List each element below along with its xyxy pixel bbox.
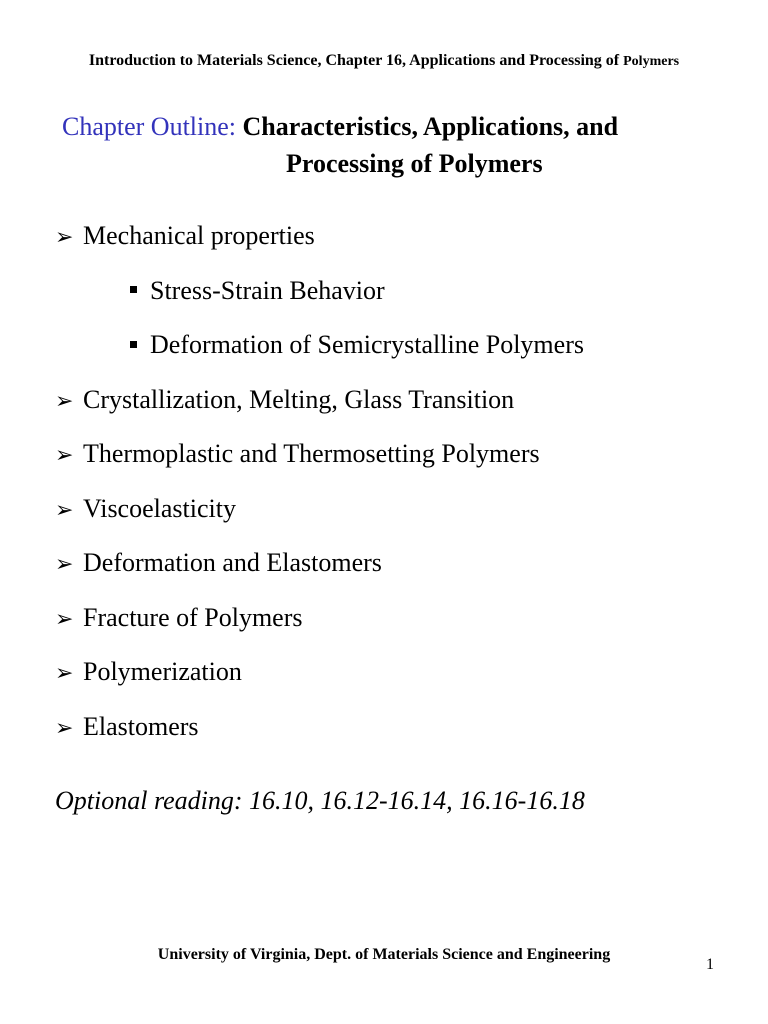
outline-item bbox=[55, 545, 584, 600]
arrow-bullet-icon: ➢ bbox=[55, 714, 74, 740]
page-number: 1 bbox=[706, 956, 714, 973]
outline-item-label: Crystallization, Melting, Glass Transition bbox=[83, 384, 515, 414]
optional-reading: Optional reading: 16.10, 16.12-16.14, 16.16-16.18 bbox=[55, 786, 585, 815]
page-header bbox=[0, 52, 768, 70]
outline-item-label: Mechanical properties bbox=[83, 221, 315, 250]
title-line-1 bbox=[62, 108, 618, 145]
outline-subitem-label: Stress-Strain Behavior bbox=[150, 275, 385, 305]
outline-item bbox=[55, 382, 584, 437]
arrow-bullet-icon: ➢ bbox=[55, 442, 74, 467]
outline-item bbox=[55, 218, 584, 273]
header-text-small: Polymers bbox=[623, 54, 680, 69]
outline-item-label: Fracture of Polymers bbox=[83, 602, 303, 632]
outline-item bbox=[55, 654, 584, 709]
outline-item bbox=[55, 709, 584, 764]
arrow-bullet-icon: ➢ bbox=[55, 224, 74, 249]
outline-item-label: Deformation and Elastomers bbox=[83, 548, 382, 577]
outline-list bbox=[55, 218, 584, 763]
outline-subitem-label: Deformation of Semicrystalline Polymers bbox=[150, 330, 584, 359]
outline-item bbox=[55, 491, 584, 546]
square-bullet-icon bbox=[130, 286, 137, 293]
outline-item bbox=[55, 600, 584, 655]
arrow-bullet-icon: ➢ bbox=[55, 387, 74, 413]
arrow-bullet-icon: ➢ bbox=[55, 605, 74, 631]
header-text: Introduction to Materials Science, Chapter 16, Applications and Processing of bbox=[88, 52, 620, 69]
title-label: Chapter Outline: bbox=[62, 112, 237, 141]
square-bullet-icon bbox=[130, 341, 137, 348]
outline-subitem bbox=[55, 273, 584, 328]
outline-subitem bbox=[55, 327, 584, 382]
arrow-bullet-icon: ➢ bbox=[55, 551, 74, 576]
outline-item-label: Polymerization bbox=[83, 657, 242, 686]
outline-item-label: Thermoplastic and Thermosetting Polymers bbox=[83, 439, 540, 468]
page-footer: University of Virginia, Dept. of Materials Science and Engineering bbox=[157, 946, 611, 963]
title-text-1: Characteristics, Applications, and bbox=[242, 112, 619, 141]
arrow-bullet-icon: ➢ bbox=[55, 660, 74, 685]
outline-item-label: Elastomers bbox=[83, 711, 199, 741]
outline-item-label: Viscoelasticity bbox=[83, 493, 236, 523]
arrow-bullet-icon: ➢ bbox=[55, 496, 74, 522]
title-line-2: Processing of Polymers bbox=[286, 149, 543, 178]
outline-item bbox=[55, 436, 584, 491]
